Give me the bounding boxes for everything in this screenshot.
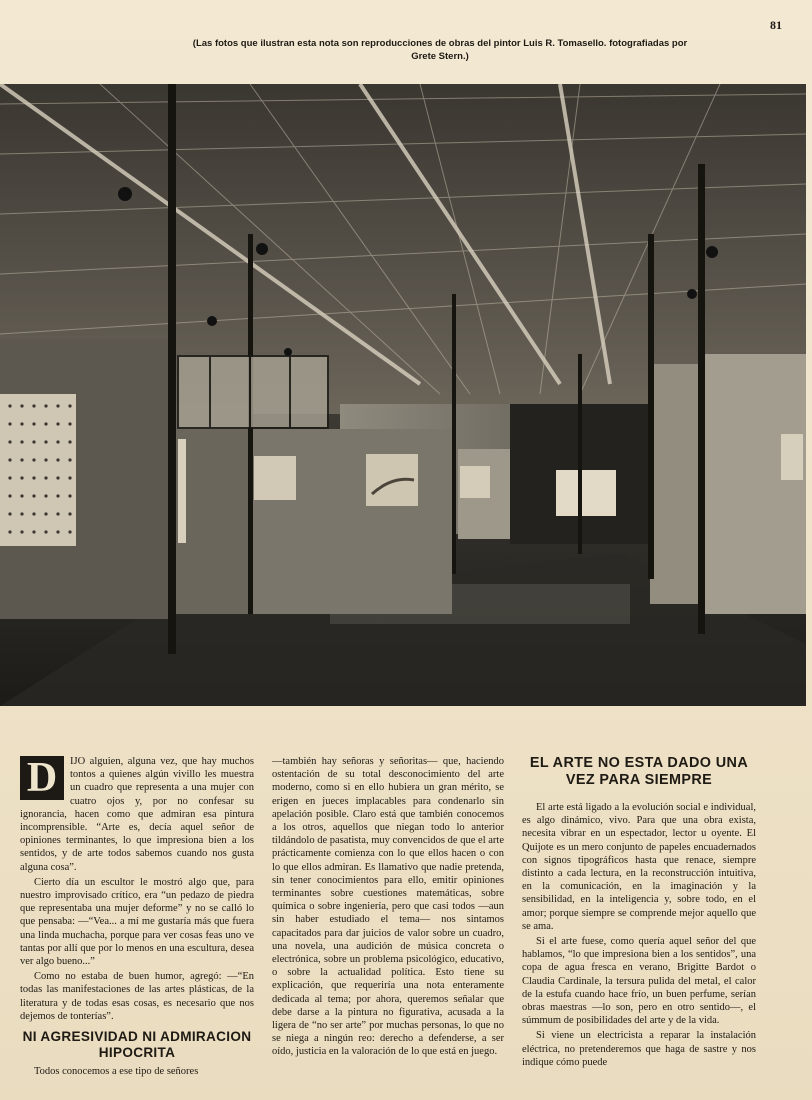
section-heading: NI AGRESIVIDAD NI ADMIRACION HIPOCRITA: [22, 1029, 252, 1061]
paragraph: El arte está ligado a la evolución social e individual, es algo dinámico, vivo. Para que una obra exista, necesita vibrar en un espectador, lector u oyente. El Quijote es un mero conjunto de papeles encuadernados con signos tipográficos hasta que renace, siempre distinto a cada lectura, en la reconstrucción intuitiva, en la comunicación, en la imaginación y la sensibilidad, en la inteligencia y, sobre todo, en el amor; porque siempre se comprende mejor aquello que se ama.: [522, 802, 756, 932]
page-number: 81: [770, 18, 782, 32]
paragraph: Si viene un electricista a reparar la instalación eléctrica, no pretenderemos que haga de sastre y nos indique cómo puede: [522, 1030, 756, 1068]
drop-cap: D: [20, 756, 64, 800]
lead-paragraph: [20, 755, 254, 874]
paragraph: Como no estaba de buen humor, agregó: —“En todas las manifestaciones de las artes plásticas, de la literatura y de todas esas cosas, es necesario que nos dejemos de tonterías”.: [20, 971, 254, 1022]
column-body: [522, 801, 756, 1069]
article-column-1: [20, 755, 254, 1080]
lead-text: IJO alguien, alguna vez, que hay muchos tontos a quienes algún vivillo les muestra un cuadro que representa a una mujer con cuatro ojos y, por no confesar su ignorancia, hacen como que admiran esa pintura incomprensible. “Arte es, decía aquel señor de opiniones terminantes, lo que impresiona bien a los sentidos, y de arte todos sabemos cuando nos gusta alguna cosa”.: [20, 756, 254, 873]
article-column-2: [272, 755, 504, 1061]
photo-caption: (Las fotos que ilustran esta nota son reproducciones de obras del pintor Luis R. Tomasello. fotografiadas por Grete Stern.): [192, 38, 688, 62]
paragraph: Si el arte fuese, como quería aquel señor del que hablamos, “lo que impresiona bien a los sentidos”, una copa de agua fresca en verano, Brigitte Bardot o Claudia Cardinale, la tersura pulida del metal, el calor de la estufa cuando hace frío, un buen perfume, serían obras maestras —lo son, pero en otro sentido—, el súmmum de posibilidades del arte y de la vida.: [522, 936, 756, 1027]
paragraph: —también hay señoras y señoritas— que, haciendo ostentación de su total desconocimiento del arte moderno, como si en ello hubiera un gran mérito, se erigen en jueces implacables para condenarlo sin apelación posible. Claro está que también conocemos a los otros, aquellos que niegan todo lo anterior tildándolo de pasatista, muy convencidos de que el arte prácticamente comienza con lo que ellos hacen o con lo que ellos admiran. Es llamativo que nadie pretenda, sin tener conocimientos para ello, emitir opiniones terminantes sobre cuestiones matemáticas, sobre química o sobre ingeniería, pero que casi todos —aun sin haber estudiado el tema— nos sintamos capacitados para dar juicios de valor sobre un cuadro, una novela, una audición de música concreta o electrónica, sobre un problema psicológico, educativo, o sobre la actualidad política. Esto tiene su explicación, que requeriría una nota enteramente dedicada al tema; por ahora, queremos señalar que debe darse a la pintura no figurativa, acusada a la ligera de “no ser arte” por muchas personas, lo que no se niega a ningún reo: derecho a defenderse, a ser oído, justicia en la valoración de lo que está en juego.: [272, 756, 504, 1058]
section-heading: EL ARTE NO ESTA DADO UNA VEZ PARA SIEMPRE: [529, 755, 749, 788]
article-column-3: [522, 755, 756, 1071]
gallery-photo: [0, 84, 806, 706]
paragraph: Cierto día un escultor le mostró algo que, para nuestro improvisado crítico, era “un pedazo de piedra que representaba una mujer deforme” y no se calló lo que pensaba: —“Vea... a mí me gustaría más que fuera una linda muchacha, porque para ver cosas feas uno ve tantas por allí que por lo menos en una escultura, desea ver algo bueno...”: [20, 876, 254, 968]
paragraph: Todos conocemos a ese tipo de señores: [34, 1066, 199, 1078]
